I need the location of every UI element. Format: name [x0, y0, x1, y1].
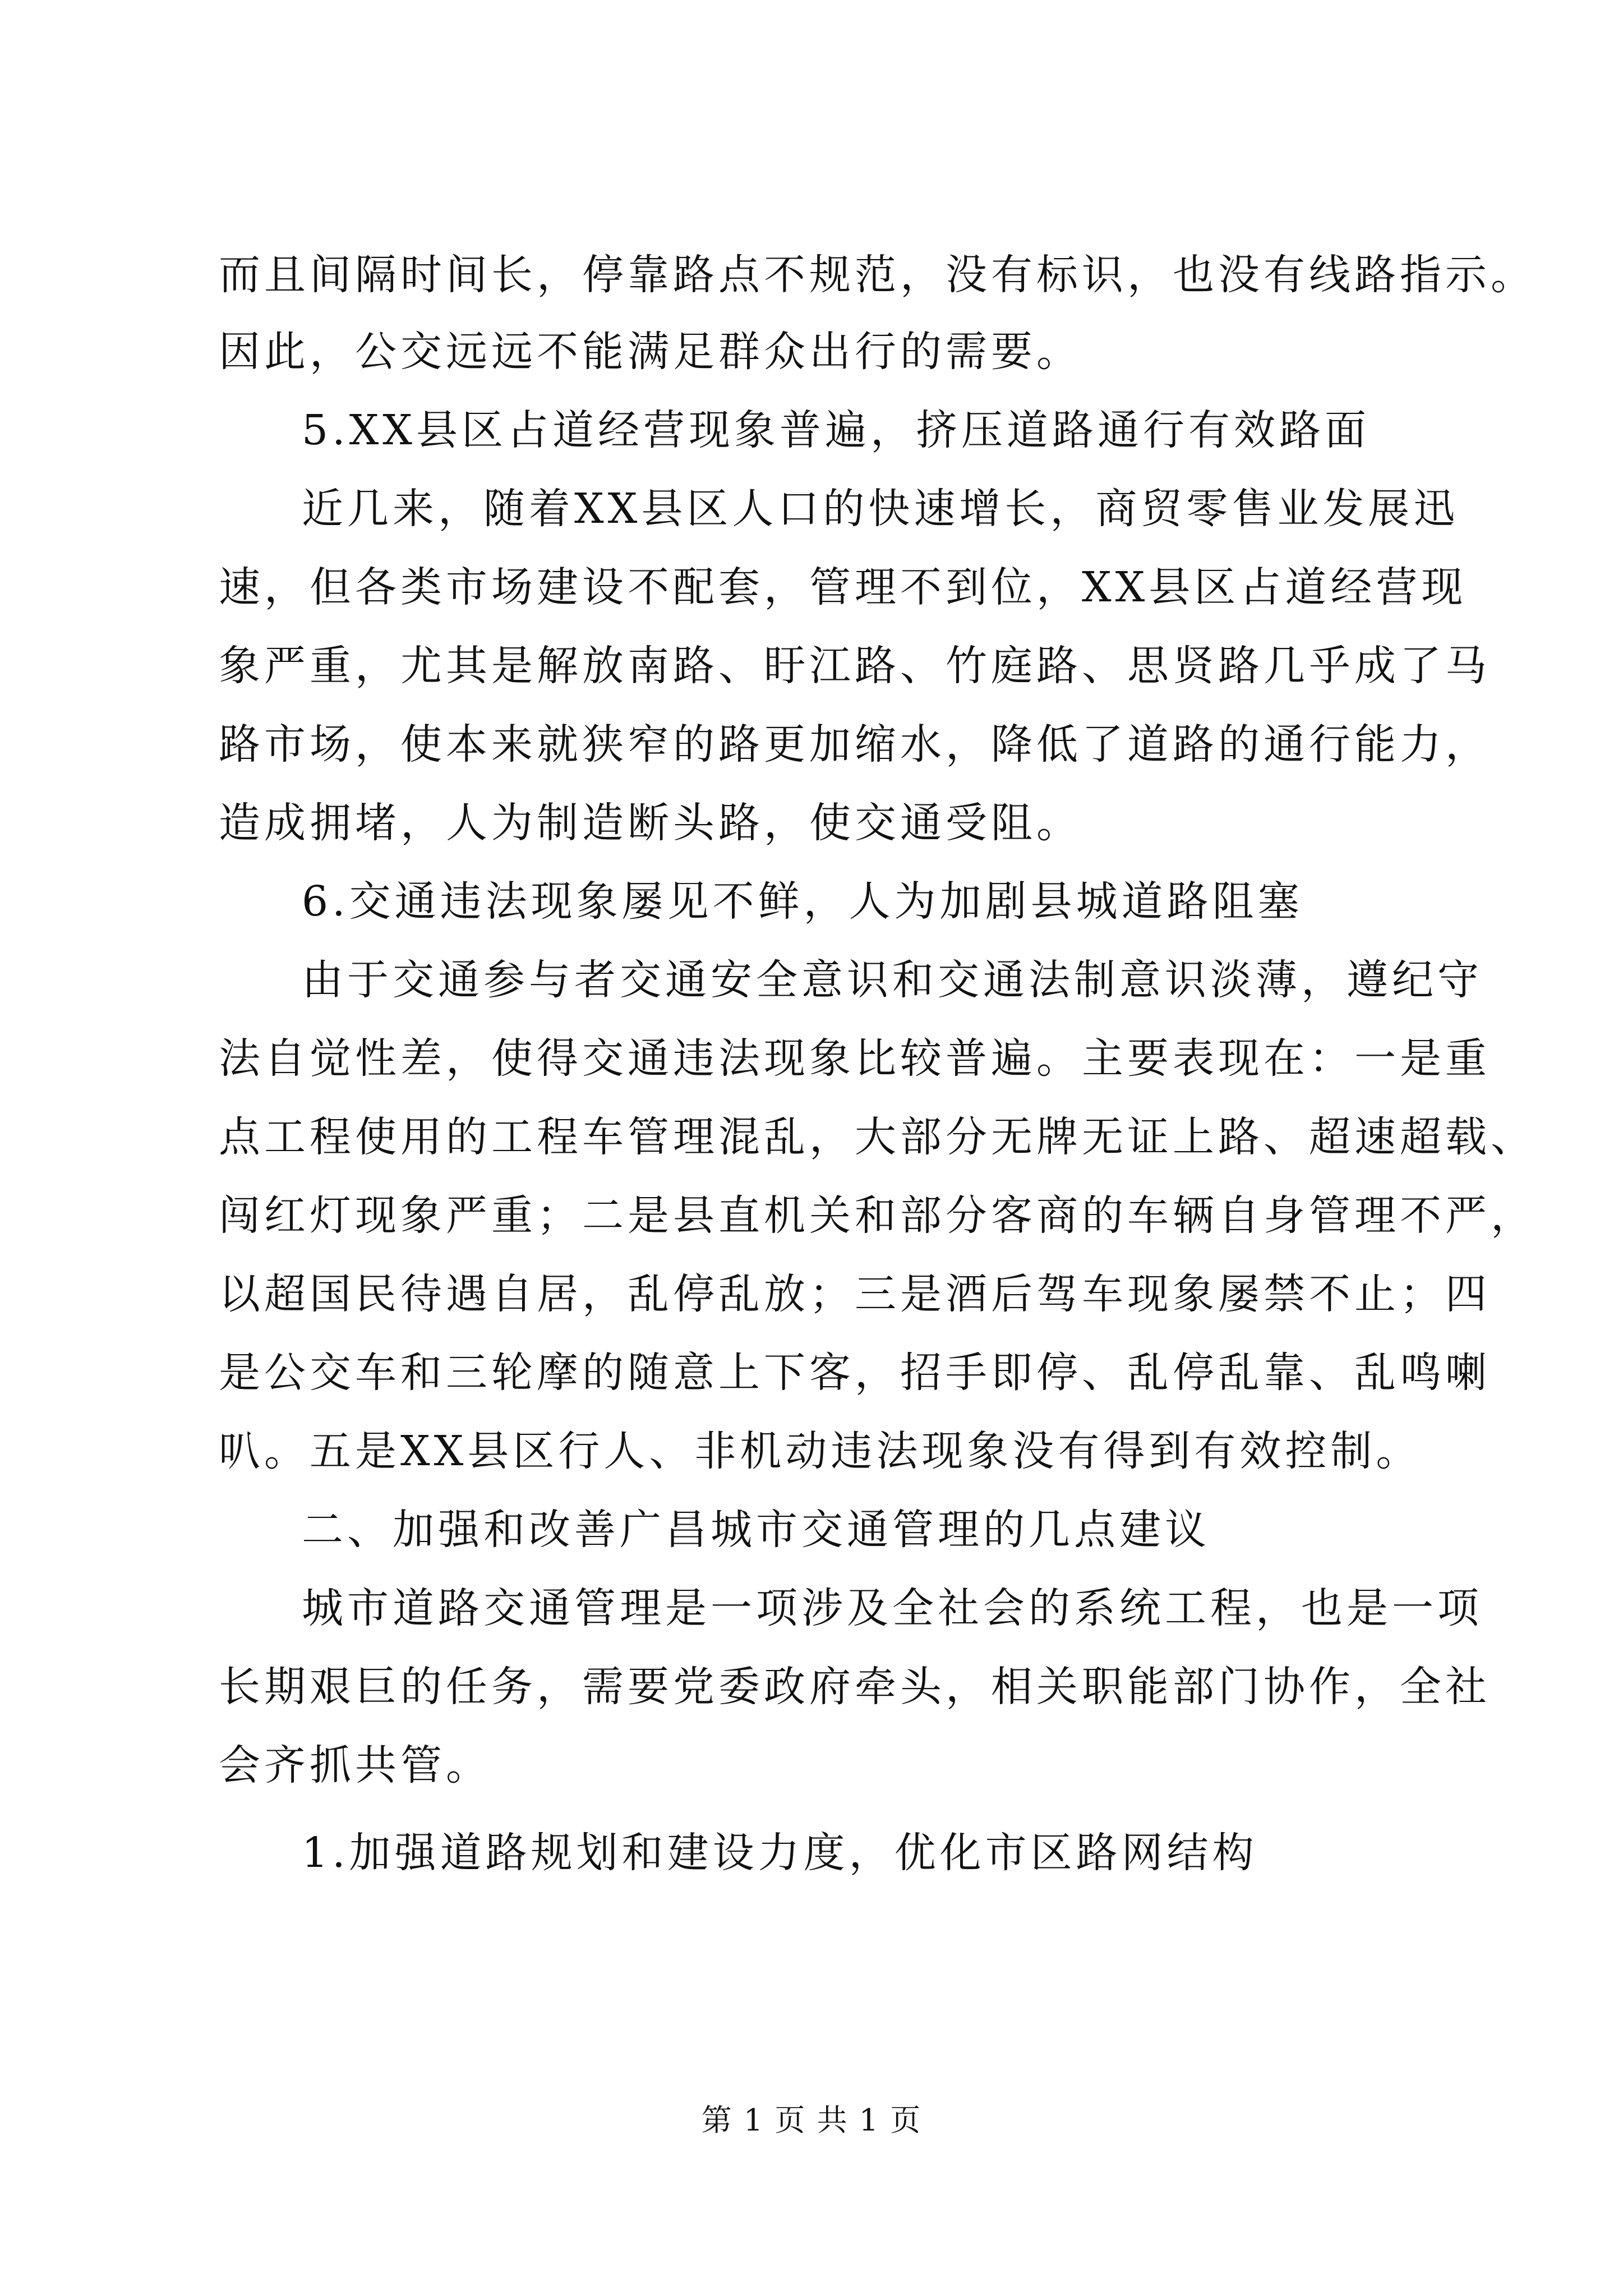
text-line: 象严重，尤其是解放南路、盱江路、竹庭路、思贤路几乎成了马	[219, 642, 1491, 690]
text-line: 叭。五是XX县区行人、非机动违法现象没有得到有效控制。	[219, 1427, 1422, 1475]
text-line: 由于交通参与者交通安全意识和交通法制意识淡薄，遵纪守	[302, 956, 1483, 1004]
text-line: 是公交车和三轮摩的随意上下客，招手即停、乱停乱靠、乱鸣喇	[219, 1349, 1491, 1397]
text-line: 闯红灯现象严重；二是县直机关和部分客商的车辆自身管理不严，	[219, 1191, 1536, 1240]
text-line: 造成拥堵，人为制造断头路，使交通受阻。	[219, 799, 1082, 847]
text-line: 路市场，使本来就狭窄的路更加缩水，降低了道路的通行能力，	[219, 720, 1491, 769]
page-number-footer: 第 1 页 共 1 页	[701, 2102, 922, 2138]
text-line: 法自觉性差，使得交通违法现象比较普遍。主要表现在：一是重	[219, 1034, 1491, 1083]
text-line: 而且间隔时间长，停靠路点不规范，没有标识，也没有线路指示。	[219, 251, 1536, 299]
text-line: 近几来，随着XX县区人口的快速增长，商贸零售业发展迅	[302, 485, 1459, 533]
text-line: 速，但各类市场建设不配套，管理不到位，XX县区占道经营现	[219, 563, 1467, 611]
section-heading: 二、加强和改善广昌城市交通管理的几点建议	[302, 1506, 1210, 1554]
text-line: 点工程使用的工程车管理混乱，大部分无牌无证上路、超速超载、	[219, 1113, 1536, 1161]
text-line: 以超国民待遇自居，乱停乱放；三是酒后驾车现象屡禁不止；四	[219, 1270, 1491, 1318]
text-line: 长期艰巨的任务，需要党委政府牵头，相关职能部门协作，全社	[219, 1663, 1491, 1711]
text-line: 会齐抓共管。	[219, 1741, 491, 1789]
section-heading: 1.加强道路规划和建设力度，优化市区路网结构	[302, 1829, 1258, 1877]
section-heading: 6.交通违法现象屡见不鲜，人为加剧县城道路阻塞	[302, 877, 1303, 926]
text-line: 因此，公交远远不能满足群众出行的需要。	[219, 328, 1082, 376]
section-heading: 5.XX县区占道经营现象普遍，挤压道路通行有效路面	[302, 406, 1370, 454]
text-line: 城市道路交通管理是一项涉及全社会的系统工程，也是一项	[302, 1584, 1483, 1632]
